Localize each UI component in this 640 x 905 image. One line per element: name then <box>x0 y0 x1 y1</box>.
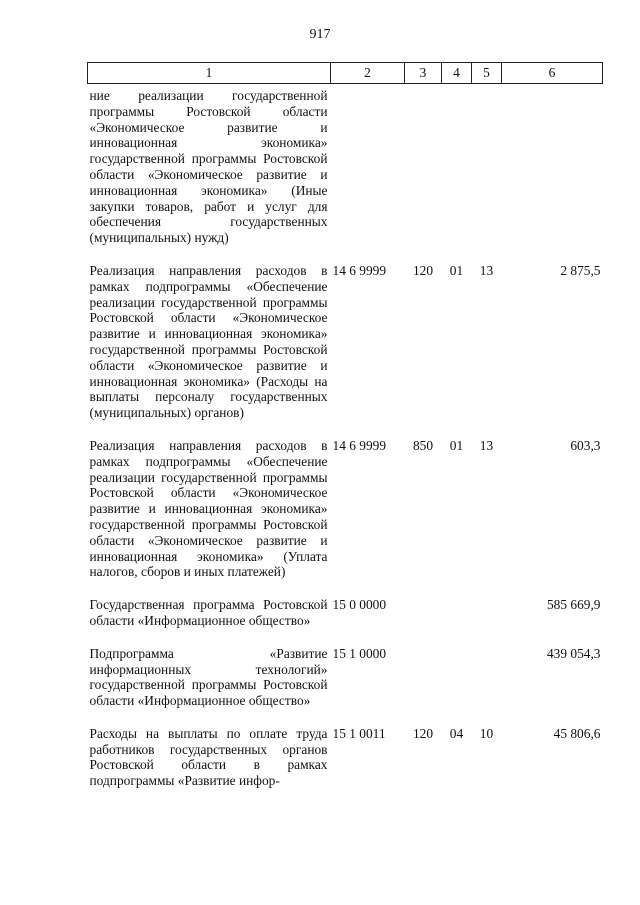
row-expense-type: 850 <box>412 437 434 453</box>
row-subsection: 10 <box>479 725 494 741</box>
table-row <box>88 629 603 709</box>
row-expense-type: 120 <box>412 262 434 278</box>
table-row <box>88 421 603 580</box>
table-row <box>88 580 603 629</box>
table-row <box>88 84 603 246</box>
header-col-5: 5 <box>472 63 502 84</box>
row-description: Реализация направления расходов в рамках подпрограммы «Обеспечение реализации государственной программы Ростовской области «Экономическое развитие и инновационная экономика» государственной программы Ростовской области «Экономическое развитие и инновационная экономика» (Уплата налогов, сборов и иных платежей) <box>89 437 328 580</box>
table-row <box>88 709 603 789</box>
row-description: Подпрограмма «Развитие информационных технологий» государственной программы Ростовской области «Информационное общество» <box>89 645 328 709</box>
row-amount: 603,3 <box>570 437 601 453</box>
header-col-1: 1 <box>88 63 331 84</box>
row-description: Реализация направления расходов в рамках подпрограммы «Обеспечение реализации государственной программы Ростовской области «Экономическое развитие и инновационная экономика» государственной программы Ростовской области «Экономическое развитие и инновационная экономика» (Расходы на выплаты персоналу государственных (муниципальных) органов) <box>89 262 328 421</box>
row-description: ние реализации государственной программы Ростовской области «Экономическое развитие и инновационная экономика» государственной программы Ростовской области «Экономическое развитие и инновационная экономика» (Иные закупки товаров, работ и услуг для обеспечения государственных (муниципальных) нужд) <box>89 88 328 246</box>
row-description: Расходы на выплаты по оплате труда работников государственных органов Ростовской области в рамках подпрограммы «Развитие инфор- <box>89 725 328 789</box>
table-header-row <box>88 63 603 84</box>
page-number: 917 <box>309 27 331 42</box>
row-expense-type <box>405 629 442 709</box>
row-target-code: 15 1 0011 <box>332 725 386 741</box>
header-col-6: 6 <box>502 63 603 84</box>
row-section: 04 <box>449 725 464 741</box>
row-subsection: 13 <box>479 262 494 278</box>
row-expense-type <box>405 580 442 629</box>
header-col-2: 2 <box>331 63 405 84</box>
row-amount <box>502 84 603 246</box>
row-section: 01 <box>449 262 464 278</box>
row-amount: 439 054,3 <box>546 645 601 661</box>
row-amount: 585 669,9 <box>546 597 601 613</box>
row-subsection <box>472 629 502 709</box>
table-row <box>88 246 603 421</box>
row-target-code: 15 0 0000 <box>332 597 387 613</box>
row-description: Государственная программа Ростовской области «Информационное общество» <box>89 597 328 628</box>
row-subsection <box>472 580 502 629</box>
row-target-code: 14 6 9999 <box>332 437 387 453</box>
header-col-3: 3 <box>405 63 442 84</box>
budget-table <box>87 62 603 789</box>
header-col-4: 4 <box>442 63 472 84</box>
row-amount: 45 806,6 <box>553 725 601 741</box>
row-subsection: 13 <box>479 437 494 453</box>
row-expense-type <box>405 84 442 246</box>
row-subsection <box>472 84 502 246</box>
row-expense-type: 120 <box>412 725 434 741</box>
row-section <box>442 580 472 629</box>
row-target-code: 14 6 9999 <box>332 262 387 278</box>
row-amount: 2 875,5 <box>560 262 601 278</box>
row-section <box>442 84 472 246</box>
row-section <box>442 629 472 709</box>
row-target-code <box>331 84 405 246</box>
row-target-code: 15 1 0000 <box>332 645 387 661</box>
row-section: 01 <box>449 437 464 453</box>
